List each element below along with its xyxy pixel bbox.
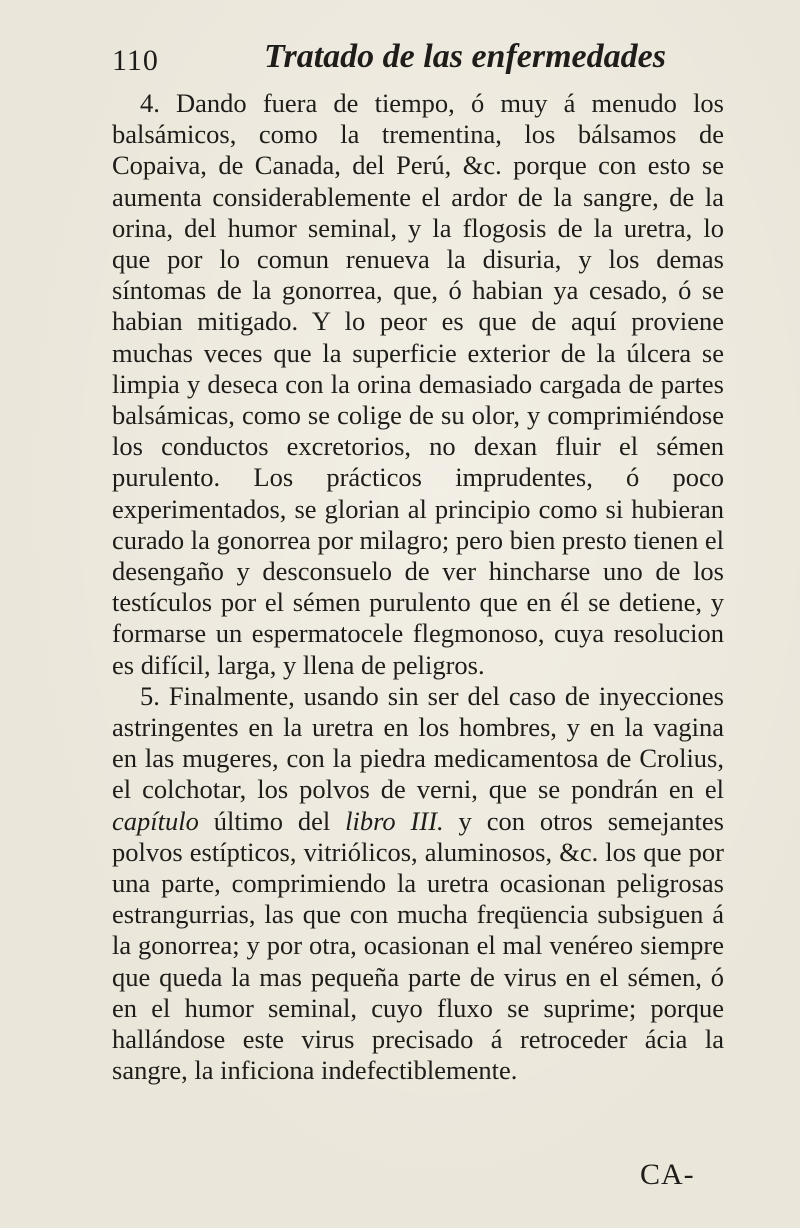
page-number: 110 [112,44,159,77]
book-reference: libro III. [345,805,444,836]
running-title: Tratado de las enfermedades [264,38,666,75]
paragraph-5-text-c: y con otros semejantes polvos estípticos, vitriólicos, aluminosos, &c. los que por una parte, comprimiendo la uretra ocasionan peligrosas estrangurrias, las que con mucha freqüencia subsiguen á la gonorrea; y por otra, ocasionan el mal venéreo siempre que queda la mas pequeña parte de virus en el sémen, ó en el humor seminal, cuyo fluxo se suprime; porque hallándose este virus precisado á retroceder ácia la sangre, la inficiona indefectiblemente. [112,805,724,1086]
body-text [112,88,724,1087]
paragraph-5-text-a: 5. Finalmente, usando sin ser del caso de inyecciones astringentes en la uretra en los hombres, y en la vagina en las mugeres, con la piedra medicamentosa de Crolius, el colchotar, los polvos de verni, que se pondrán en el [112,680,724,805]
paragraph-5-text-b: último del [198,805,346,836]
catchword: CA- [640,1158,695,1191]
chapter-reference: capítulo [112,805,199,836]
paragraph-5 [112,681,724,1087]
page-header [112,38,724,82]
paragraph-4: 4. Dando fuera de tiempo, ó muy á menudo los balsámicos, como la trementina, los bálsamos de Copaiva, de Canada, del Perú, &c. porque con esto se aumenta considerablemente el ardor de la sangre, de la orina, del humor seminal, y la flogosis de la uretra, lo que por lo comun renueva la disuria, y los demas síntomas de la gonorrea, que, ó habian ya cesado, ó se habian mitigado. Y lo peor es que de aquí proviene muchas veces que la superficie exterior de la úlcera se limpia y deseca con la orina demasiado cargada de partes balsámicas, como se colige de su olor, y comprimiéndose los conductos excretorios, no dexan fluir el sémen purulento. Los prácticos imprudentes, ó poco experimentados, se glorian al principio como si hubieran curado la gonorrea por milagro; pero bien presto tienen el desengaño y desconsuelo de ver hincharse uno de los testículos por el sémen purulento que en él se detiene, y formarse un espermatocele flegmonoso, cuya resolucion es difícil, larga, y llena de peligros. [112,88,724,680]
